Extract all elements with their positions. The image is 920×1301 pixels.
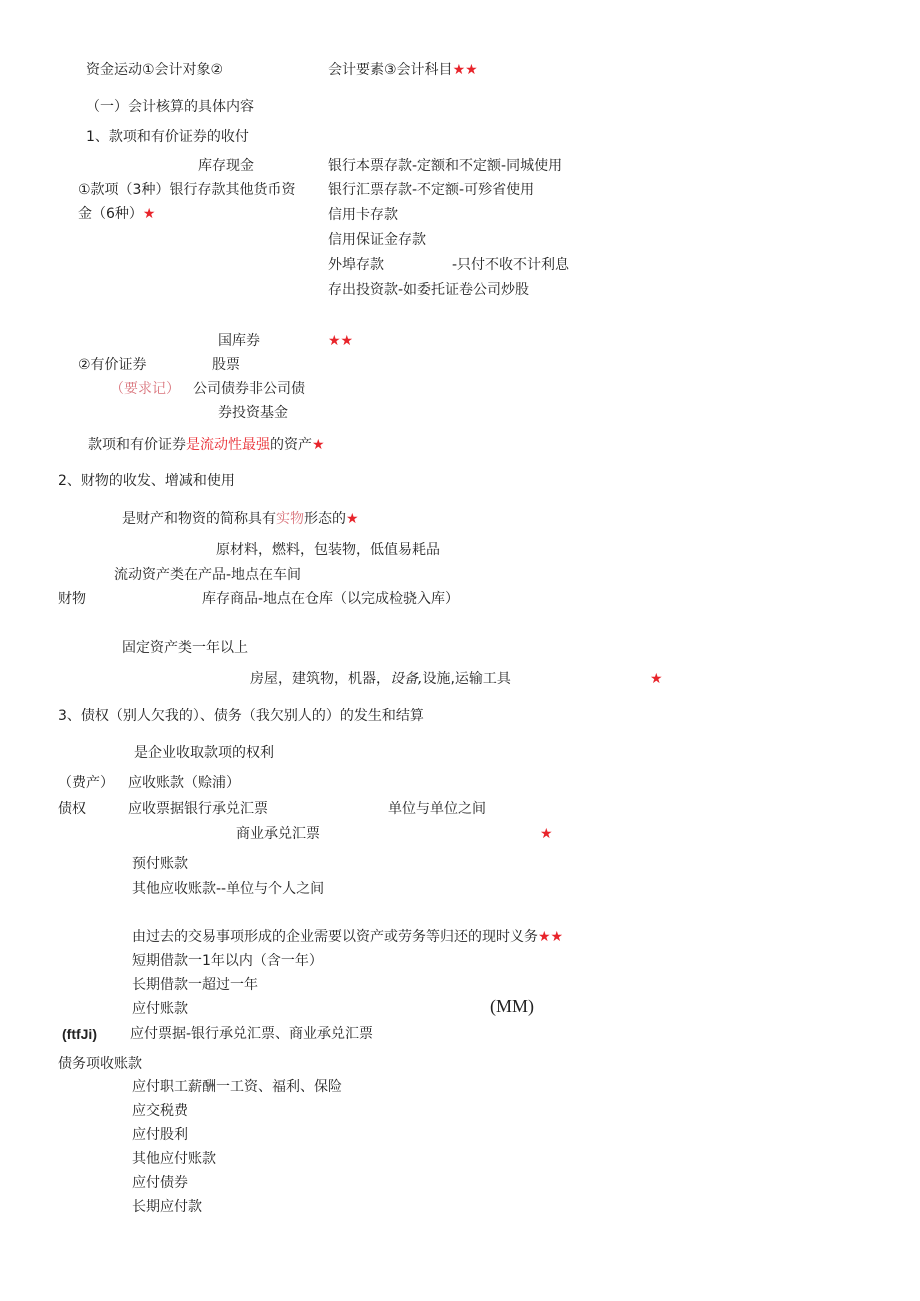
cash-on-hand: 库存现金 bbox=[198, 158, 254, 174]
between-units-note: 单位与单位之间 bbox=[388, 801, 486, 817]
fixed-assets-items: 房屋，建筑物，机器，设备,设施,运输工具 bbox=[250, 671, 511, 687]
other-money-item: 存出投资款-如委托证卷公司炒股 bbox=[328, 282, 530, 298]
long-term-loans: 长期借款一超过一年 bbox=[132, 977, 258, 993]
star-icon: ★ bbox=[142, 206, 156, 222]
materials-list: 原材料，燃料，包装物，低值易耗品 bbox=[216, 542, 440, 558]
section-heading-one: （一）会计核算的具体内容 bbox=[86, 99, 254, 115]
header-text-left: 资金运动①会计对象② bbox=[86, 62, 224, 78]
claims-label: 债权 bbox=[58, 801, 86, 817]
liability-item: 长期应付款 bbox=[132, 1199, 202, 1215]
liquidity-summary: 款项和有价证券是流动性最强的资产★ bbox=[88, 437, 325, 453]
notes-receivable: 应收票据银行承兑汇票 bbox=[128, 801, 268, 817]
star-icon: ★★ bbox=[538, 929, 564, 945]
liability-item: 应付债券 bbox=[132, 1175, 188, 1191]
other-money-item: 银行本票存款-定额和不定额-同城使用 bbox=[328, 158, 563, 174]
property-definition: 是财产和物资的简称具有实物形态的★ bbox=[122, 511, 359, 527]
must-remember-note: （要求记） bbox=[110, 381, 180, 397]
inventory-goods-line: 库存商品-地点在仓库（以完成检骁入库） bbox=[202, 591, 460, 607]
ftfji-mark: (ftfJi) bbox=[62, 1026, 97, 1042]
other-money-item: 外埠存款 bbox=[328, 257, 384, 273]
securities-label: ②有价证券 bbox=[78, 357, 147, 373]
liabilities-line: 债务项收账款 bbox=[58, 1056, 142, 1072]
bonds-line-b: 券投资基金 bbox=[218, 405, 288, 421]
funds-line-a: ①款项（3种）银行存款其他货币资 bbox=[78, 182, 296, 198]
subheading-payments: 1、款项和有价证券的收付 bbox=[86, 129, 249, 145]
commercial-acceptance: 商业承兑汇票 bbox=[236, 826, 320, 842]
property-label: 财物 bbox=[58, 591, 86, 607]
section-heading-two: 2、财物的收发、增减和使用 bbox=[58, 473, 235, 489]
notes-payable: 应付票据-银行承兑汇票、商业承兑汇票 bbox=[130, 1026, 374, 1042]
accounts-receivable: 应收账款（赊浦） bbox=[128, 775, 240, 791]
mm-mark: (MM) bbox=[490, 996, 534, 1016]
other-money-item: 银行汇票存款-不定额-可殄省使用 bbox=[328, 182, 535, 198]
star-icon: ★ bbox=[540, 826, 553, 842]
star-icon: ★★ bbox=[328, 333, 354, 349]
accounts-payable: 应付账款 bbox=[132, 1001, 188, 1017]
bonds-line-a: 公司债券非公司债 bbox=[193, 381, 305, 397]
fixed-assets-line: 固定资产类一年以上 bbox=[122, 640, 248, 656]
treasury-bonds: 国库券 bbox=[218, 333, 260, 349]
current-assets-line: 流动资产类在产品-地点在车间 bbox=[114, 567, 302, 583]
prepayments: 预付账款 bbox=[132, 856, 188, 872]
header-text-right: 会计要素③会计科目★★ bbox=[328, 62, 478, 78]
liability-item: 应交税费 bbox=[132, 1103, 188, 1119]
section-heading-three: 3、债权（别人欠我的）、债务（我欠别人的）的发生和结算 bbox=[58, 708, 424, 724]
external-deposit-note: -只付不收不计利息 bbox=[452, 257, 570, 273]
other-receivables: 其他应收账款--单位与个人之间 bbox=[132, 881, 325, 897]
claims-definition: 是企业收取款项的权利 bbox=[134, 745, 274, 761]
other-money-item: 信用卡存款 bbox=[328, 207, 398, 223]
other-money-item: 信用保证金存款 bbox=[328, 232, 426, 248]
liability-item: 应付职工薪酬一工资、福利、保险 bbox=[132, 1079, 342, 1095]
liabilities-definition: 由过去的交易事项形成的企业需要以资产或劳务等归还的现时义务★★ bbox=[132, 929, 564, 945]
short-term-loans: 短期借款一1年以内（含一年） bbox=[132, 953, 323, 969]
star-icon: ★ bbox=[346, 511, 359, 527]
liability-item: 其他应付账款 bbox=[132, 1151, 216, 1167]
funds-line-b: 金（6种）★ bbox=[78, 206, 156, 222]
star-icon: ★★ bbox=[452, 62, 478, 78]
stocks: 股票 bbox=[212, 357, 240, 373]
star-icon: ★ bbox=[312, 437, 325, 453]
liability-item: 应付股利 bbox=[132, 1127, 188, 1143]
star-icon: ★ bbox=[650, 671, 663, 687]
fee-note: （费产） bbox=[58, 775, 114, 791]
